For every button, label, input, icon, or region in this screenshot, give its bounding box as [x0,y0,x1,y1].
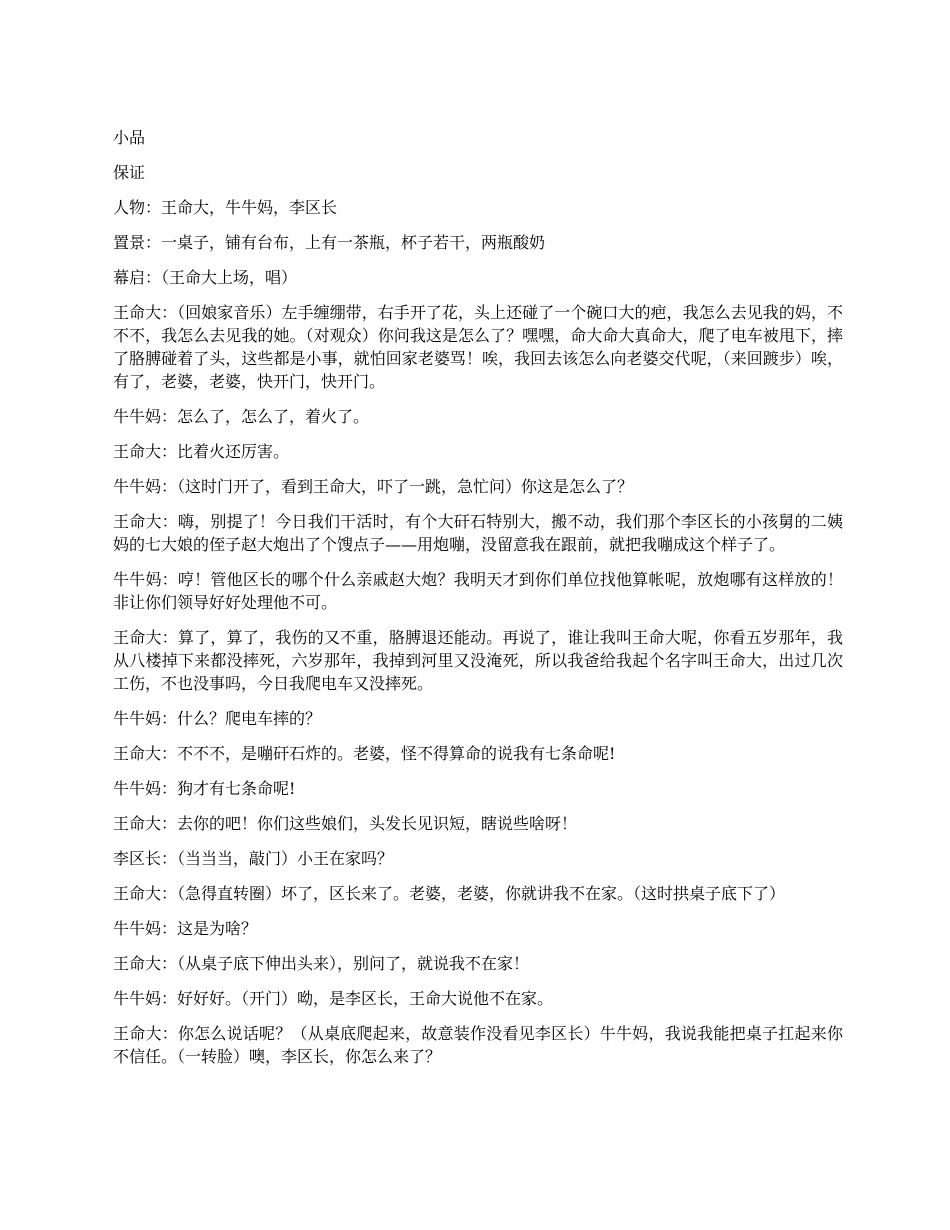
dialogue-line: 牛牛妈：怎么了，怎么了，着火了。 [113,407,370,426]
dialogue-line: 牛牛妈：（这时门开了，看到王命大，吓了一跳，急忙问）你这是怎么了？ [113,477,634,496]
dialogue-line: 李区长：（当当当，敲门）小王在家吗？ [113,849,394,868]
doc-genre: 小品 [113,128,146,147]
dialogue-line: 王命大：算了，算了，我伤的又不重，胳膊退还能动。再说了，谁让我叫王命大呢，你看五岁那年，我从八楼掉下来都没摔死，六岁那年，我掉到河里又没淹死，所以我爸给我起个名字叫王命大，出过几次工伤，不也没事吗，今日我爬电车又没摔死。 [113,628,843,693]
dialogue-line: 牛牛妈：狗才有七条命呢! [113,779,296,798]
dialogue-line: 牛牛妈：好好好。（开门）呦，是李区长，王命大说他不在家。 [113,989,554,1008]
dialogue-line: 牛牛妈：什么？爬电车摔的？ [113,709,322,728]
dialogue-line: 王命大：（从桌子底下伸出头来），别问了，就说我不在家！ [113,954,530,973]
dialogue-line: 王命大：嗨，别提了！今日我们干活时，有个大矸石特别大，搬不动，我们那个李区长的小孩舅的二姨妈的七大娘的侄子赵大炮出了个馊点子——用炮嘣，没留意我在跟前，就把我嘣成这个样子了。 [113,512,843,554]
doc-title: 保证 [113,163,146,182]
dialogue-line: 王命大：去你的吧！你们这些娘们，头发长见识短，瞎说些啥呀！ [113,814,578,833]
dialogue-line: 王命大：（回娘家音乐）左手缠绷带，右手开了花，头上还碰了一个碗口大的疤，我怎么去见我的妈，不不不，我怎么去见我的她。（对观众）你问我这是怎么了？嘿嘿，命大命大真命大，爬了电车被甩下，摔了胳膊碰着了头，这些都是小事，就怕回家老婆骂！唉，我回去该怎么向老婆交代呢，（来回踱步）唉，有了，老婆，老婆，快开门，快开门。 [113,303,843,391]
dialogue-line: 王命大：不不不，是嘣矸石炸的。老婆，怪不得算命的说我有七条命呢! [113,744,616,763]
dialogue-line: 牛牛妈：哼！管他区长的哪个什么亲戚赵大炮？我明天才到你们单位找他算帐呢，放炮哪有这样放的！非让你们领导好好处理他不可。 [113,570,843,612]
dialogue-line: 王命大：比着火还厉害。 [113,442,290,461]
stage-setting: 置景：一桌子，铺有台布，上有一茶瓶，杯子若干，两瓶酸奶 [113,233,546,252]
curtain-up: 幕启：（王命大上场，唱） [113,268,298,287]
dialogue-line: 王命大：（急得直转圈）坏了，区长来了。老婆，老婆，你就讲我不在家。（这时拱桌子底下了） [113,884,786,903]
document-body [113,126,843,1080]
dialogue-line: 王命大：你怎么说话呢？（从桌底爬起来，故意装作没看见李区长）牛牛妈，我说我能把桌子扛起来你不信任。（一转脸）噢，李区长，你怎么来了？ [113,1024,843,1066]
cast-list: 人物：王命大，牛牛妈，李区长 [113,198,338,217]
dialogue-line: 牛牛妈：这是为啥？ [113,919,258,938]
